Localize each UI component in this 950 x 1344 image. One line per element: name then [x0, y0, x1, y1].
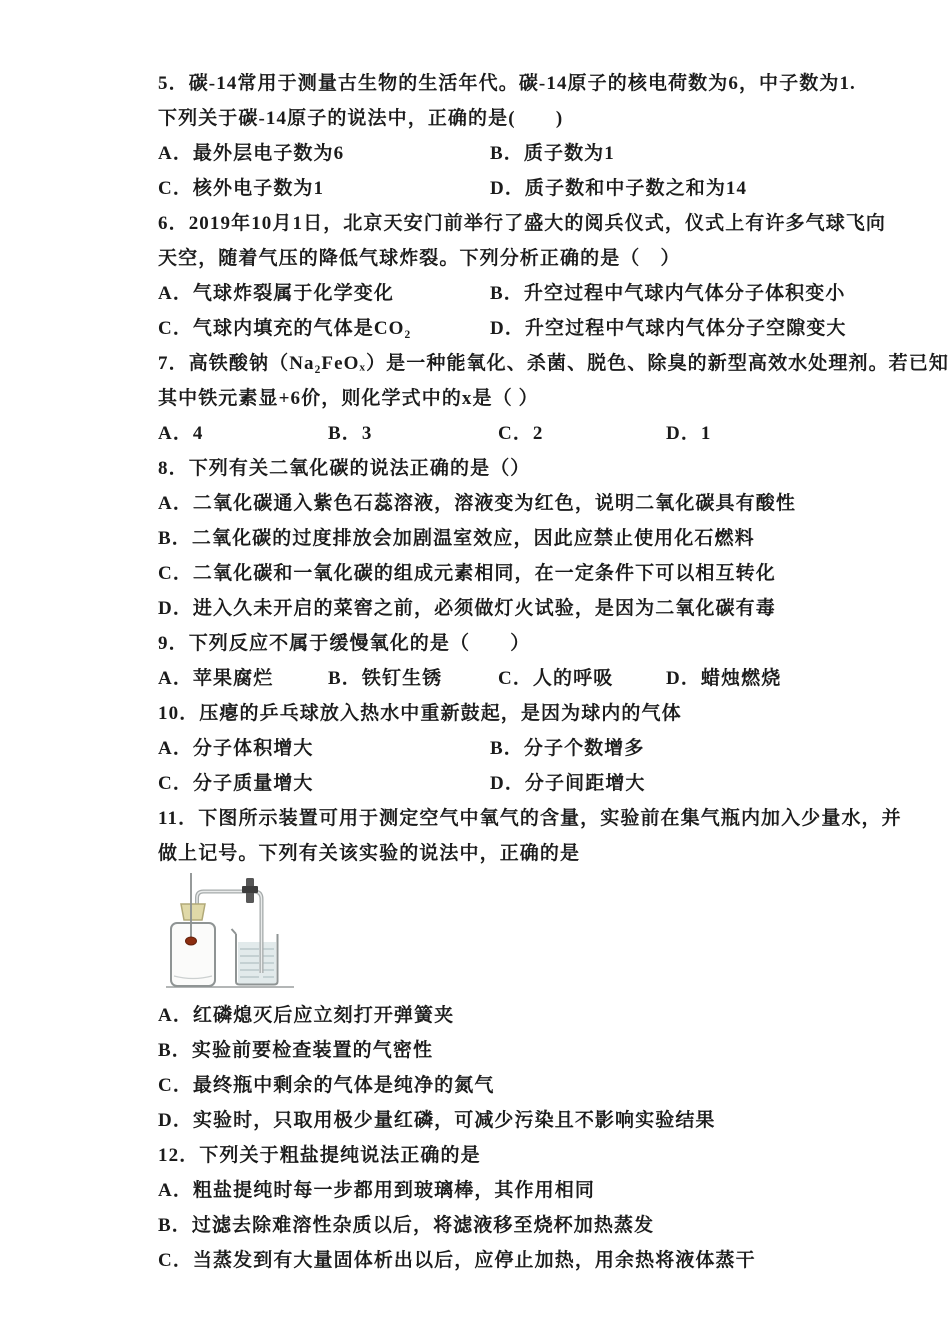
beaker-spout: [232, 929, 237, 934]
question-7-option-d: D．1: [666, 423, 712, 444]
question-7-option-b: B．3: [328, 423, 373, 444]
question-9-option-a: A．苹果腐烂: [158, 668, 274, 689]
question-10-options-row-2: [158, 764, 818, 799]
question-5-options-row-1: [158, 134, 818, 169]
question-6-options-row-2: [158, 309, 847, 344]
question-10-option-c: C．分子质量增大: [158, 773, 314, 794]
question-11-stem-line-1: 11．下图所示装置可用于测定空气中氧气的含量，实验前在集气瓶内加入少量水，并: [158, 808, 902, 829]
question-10-option-d: D．分子间距增大: [490, 773, 646, 794]
question-5-option-d: D．质子数和中子数之和为14: [490, 178, 748, 199]
question-8: [158, 449, 818, 624]
question-9-options-row: [158, 659, 818, 694]
question-10: [158, 694, 818, 799]
question-8-stem-line-1: 8．下列有关二氧化碳的说法正确的是（）: [158, 458, 531, 479]
question-8-option-b: B．二氧化碳的过度排放会加剧温室效应，因此应禁止使用化石燃料: [158, 528, 755, 549]
question-11-option-a: A．红磷熄灭后应立刻打开弹簧夹: [158, 1005, 455, 1026]
question-11-option-c: C．最终瓶中剩余的气体是纯净的氮气: [158, 1075, 495, 1096]
question-7: [158, 344, 949, 449]
question-6: [158, 204, 887, 344]
question-11: [158, 799, 902, 1136]
question-5-stem-line-2: 下列关于碳-14原子的说法中，正确的是( ): [158, 108, 564, 129]
question-8-option-d: D．进入久未开启的菜窖之前，必须做灯火试验，是因为二氧化碳有毒: [158, 598, 776, 619]
question-9-option-d: D．蜡烛燃烧: [666, 668, 782, 689]
question-9-stem-line-1: 9．下列反应不属于缓慢氧化的是（ ）: [158, 633, 531, 654]
question-10-option-a: A．分子体积增大: [158, 738, 314, 759]
question-7-options-row: [158, 414, 818, 449]
question-7-stem-line-2: 其中铁元素显+6价，则化学式中的x是（ ）: [158, 388, 539, 409]
question-11-option-d: D．实验时，只取用极少量红磷，可减少污染且不影响实验结果: [158, 1110, 716, 1131]
red-phosphorus: [186, 937, 197, 945]
question-6-option-d: D．升空过程中气球内气体分子空隙变大: [490, 318, 847, 339]
rubber-stopper: [181, 904, 205, 920]
question-12-option-c: C．当蒸发到有大量固体析出以后，应停止加热，用余热将液体蒸干: [158, 1250, 756, 1271]
question-9-option-b: B．铁钉生锈: [328, 668, 443, 689]
question-12: [158, 1136, 818, 1276]
question-6-option-c: C．气球内填充的气体是CO₂: [158, 318, 412, 339]
question-7-option-a: A．4: [158, 423, 204, 444]
question-6-option-b: B．升空过程中气球内气体分子体积变小: [490, 283, 846, 304]
question-6-options-row-1: [158, 274, 846, 309]
question-11-option-b: B．实验前要检查装置的气密性: [158, 1040, 434, 1061]
pinch-clamp-bar: [242, 886, 258, 893]
question-5-option-a: A．最外层电子数为6: [158, 143, 345, 164]
oxygen-apparatus-figure: [164, 870, 296, 994]
question-8-option-a: A．二氧化碳通入紫色石蕊溶液，溶液变为红色，说明二氧化碳具有酸性: [158, 493, 796, 514]
question-5-stem-line-1: 5．碳-14常用于测量古生物的生活年代。碳-14原子的核电荷数为6，中子数为1.: [158, 73, 856, 94]
question-5-option-b: B．质子数为1: [490, 143, 615, 164]
question-10-option-b: B．分子个数增多: [490, 738, 645, 759]
question-12-option-b: B．过滤去除难溶性杂质以后，将滤液移至烧杯加热蒸发: [158, 1215, 655, 1236]
question-7-stem-line-1: 7．高铁酸钠（Na₂FeOₓ）是一种能氧化、杀菌、脱色、除臭的新型高效水处理剂。若已知: [158, 353, 949, 374]
question-8-option-c: C．二氧化碳和一氧化碳的组成元素相同，在一定条件下可以相互转化: [158, 563, 776, 584]
apparatus-diagram: [164, 870, 818, 994]
question-9-option-c: C．人的呼吸: [498, 668, 614, 689]
question-11-stem-line-2: 做上记号。下列有关该实验的说法中，正确的是: [158, 843, 581, 864]
question-10-options-row-1: [158, 729, 818, 764]
question-6-option-a: A．气球炸裂属于化学变化: [158, 283, 394, 304]
question-5: [158, 64, 856, 204]
question-5-options-row-2: [158, 169, 818, 204]
question-6-stem-line-2: 天空，随着气压的降低气球炸裂。下列分析正确的是（ ）: [158, 248, 681, 269]
question-6-stem-line-1: 6．2019年10月1日，北京天安门前举行了盛大的阅兵仪式，仪式上有许多气球飞向: [158, 213, 887, 234]
question-12-stem-line-1: 12．下列关于粗盐提纯说法正确的是: [158, 1145, 481, 1166]
question-5-option-c: C．核外电子数为1: [158, 178, 325, 199]
question-9: [158, 624, 818, 694]
exam-content: [158, 64, 949, 1276]
question-10-stem-line-1: 10．压瘪的乒乓球放入热水中重新鼓起，是因为球内的气体: [158, 703, 682, 724]
question-12-option-a: A．粗盐提纯时每一步都用到玻璃棒，其作用相同: [158, 1180, 595, 1201]
question-7-option-c: C．2: [498, 423, 544, 444]
